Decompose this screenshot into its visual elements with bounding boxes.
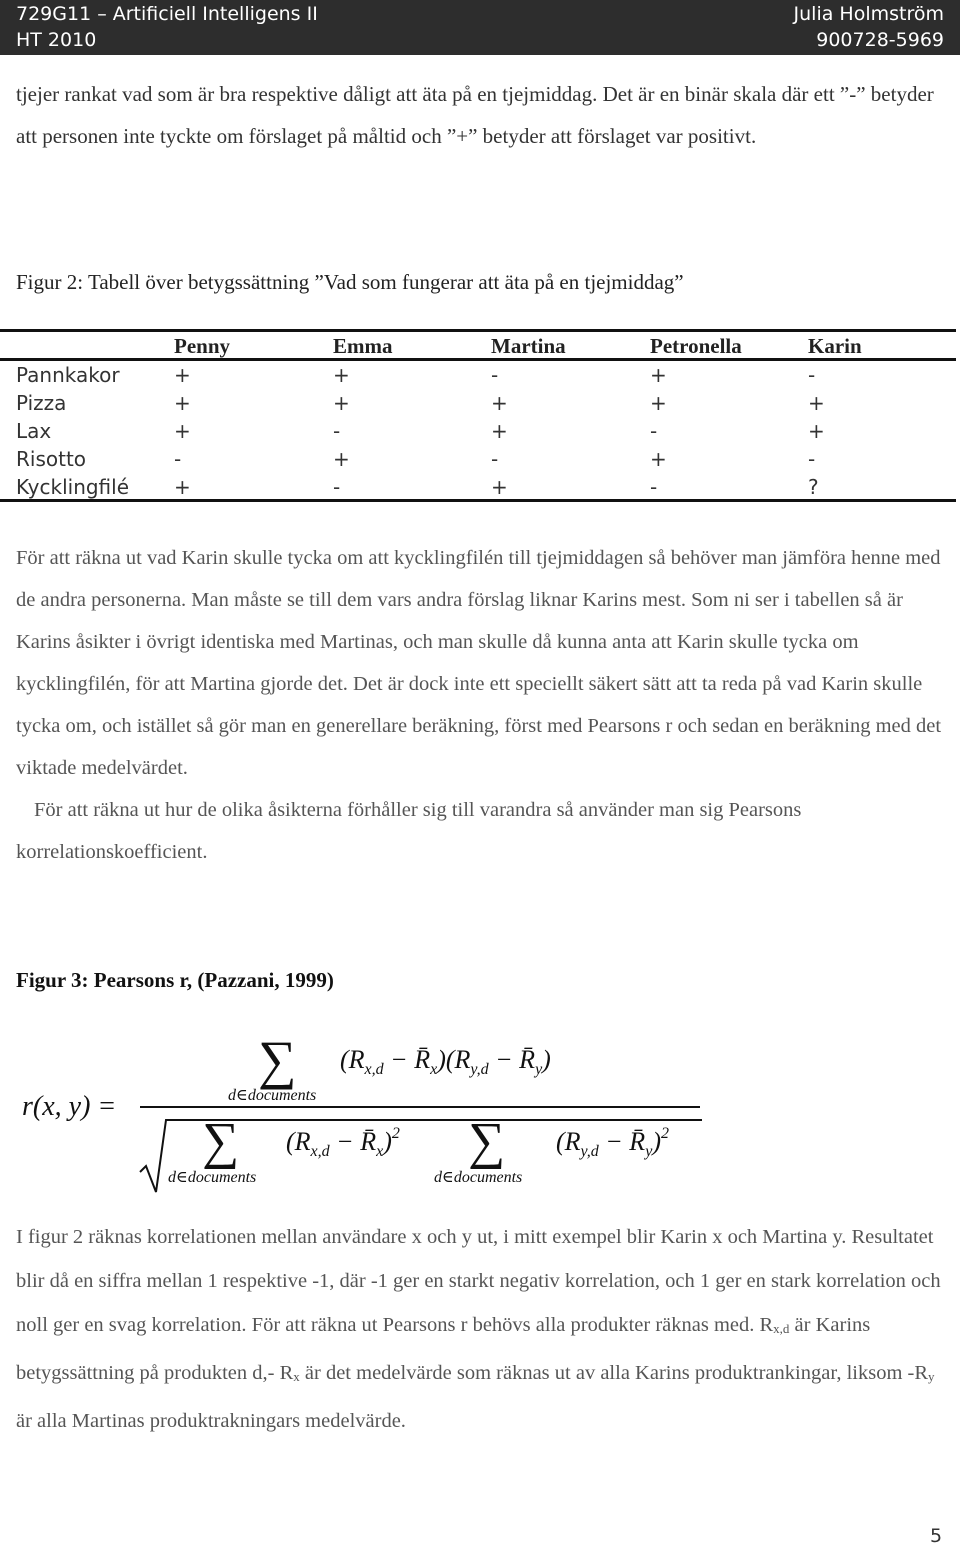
closing-text-a: I figur 2 räknas korrelationen mellan användare x och y ut, i mitt exempel blir Karin x och Martina y. Resultatet blir då en siffra mellan 1 respektive -1, där -1 ger en starkt negativ korrelation, och 1 ger en stark korrelation och noll ger en svag korrelation. För att räkna ut Pearsons r behövs alla produkter räknas med. R [16,1226,941,1336]
course-title: 729G11 – Artificiell Intelligens II [16,3,318,25]
table-cell: + [808,419,825,443]
denominator-y-term: ($R_{y,d}$ − $R̄_y)^2$ [556,1125,669,1160]
body-text [16,537,951,873]
page-number: 5 [930,1525,943,1547]
column-header: Petronella [650,334,742,358]
denominator-sum-x-icon: ∑ [202,1113,240,1170]
closing-sub-c: y [928,1369,935,1384]
table-cell: + [174,419,191,443]
denominator-sum-y-icon: ∑ [468,1113,506,1170]
table-cell: + [491,475,508,499]
column-header: Emma [333,334,393,358]
pearson-formula [0,1020,960,1220]
table-cell: + [808,391,825,415]
table-cell: + [174,363,191,387]
row-label: Pizza [16,391,67,415]
table-cell: + [174,391,191,415]
body-paragraph: För att räkna ut vad Karin skulle tycka om att kycklingfilén till tjejmiddagen så behöver man jämföra henne med de andra personerna. Man måste se till dem vars andra förslag liknar Karins mest. Som ni ser i tabellen så är Karins åsikter i övrigt identiska med Martinas, och man skulle då kunna anta att Karin skulle tycka om kycklingfilén, för att Martina gjorde det. Det är dock inte ett speciellt säkert sätt att ta reda på vad Karin skulle tycka om, och istället så gör man en generellare beräkning, först med Pearsons r och sedan en beräkning med det viktade medelvärdet. [16,547,942,779]
table-cell: + [333,447,350,471]
denominator-x-term: ($R_{x,d}$ − $R̄_x)^2$ [286,1125,400,1160]
figure3-caption: Figur 3: Pearsons r, (Pazzani, 1999) [16,968,334,992]
closing-text-c: är det medelvärde som räknas ut av alla Karins produktrankingar, liksom -R [299,1362,929,1384]
table-cell: + [650,447,667,471]
table-cell: - [808,363,816,387]
closing-text-b: är Karins betygssättning på produkten d,- R [16,1314,871,1384]
table-cell: - [174,447,182,471]
row-label: Pannkakor [16,363,120,387]
table-cell: + [491,419,508,443]
table-cell: + [650,391,667,415]
row-label: Risotto [16,447,87,471]
formula-lhs: r(x, y) = [22,1091,117,1122]
numerator-text: ($R_{x,d}$ − $R̄_x)(R_{y,d}$ − $R̄_y$) [340,1045,551,1078]
page-header [0,0,960,55]
closing-sub-a: x,d [773,1321,790,1336]
table-cell: + [333,391,350,415]
table-cell: - [491,363,499,387]
row-label: Lax [16,419,52,443]
closing-text-d: är alla Martinas produktrakningars medelvärde. [16,1410,406,1432]
numerator-sum-icon: ∑ [258,1030,297,1090]
denominator-sum-x-index: d∈documents [168,1169,257,1186]
column-header: Martina [491,334,566,358]
table-cell: ? [808,475,819,499]
table-cell: + [174,475,191,499]
closing-sub-b: x [293,1369,300,1384]
table-cell: + [650,363,667,387]
table-cell: + [491,391,508,415]
closing-paragraph [16,1215,951,1443]
table-cell: - [333,475,341,499]
column-header: Penny [174,334,231,358]
author-name: Julia Holmström [793,3,944,25]
column-header: Karin [808,334,862,358]
denominator-sum-y-index: d∈documents [434,1169,523,1186]
table-cell: - [650,475,658,499]
table-cell: - [650,419,658,443]
body-paragraph [16,789,951,873]
table-cell: - [333,419,341,443]
table-cell: + [333,363,350,387]
intro-paragraph: tjejer rankat vad som är bra respektive dåligt att äta på en tjejmiddag. Det är en binär skala där ett ”-” betyder att personen inte tyckte om förslaget på måltid och ”+” betyder att förslaget var positivt. [16,82,934,148]
numerator-sum-index: d∈documents [228,1087,317,1104]
term-label: HT 2010 [16,29,97,51]
author-id: 900728-5969 [816,29,944,51]
row-label: Kycklingfilé [16,475,130,499]
figure2-caption: Figur 2: Tabell över betygssättning ”Vad som fungerar att äta på en tjejmiddag” [16,270,684,294]
body-paragraph-text: För att räkna ut hur de olika åsikterna förhåller sig till varandra så använder man sig Pearsons korrelationskoefficient. [16,799,802,863]
table-cell: - [491,447,499,471]
table-cell: - [808,447,816,471]
